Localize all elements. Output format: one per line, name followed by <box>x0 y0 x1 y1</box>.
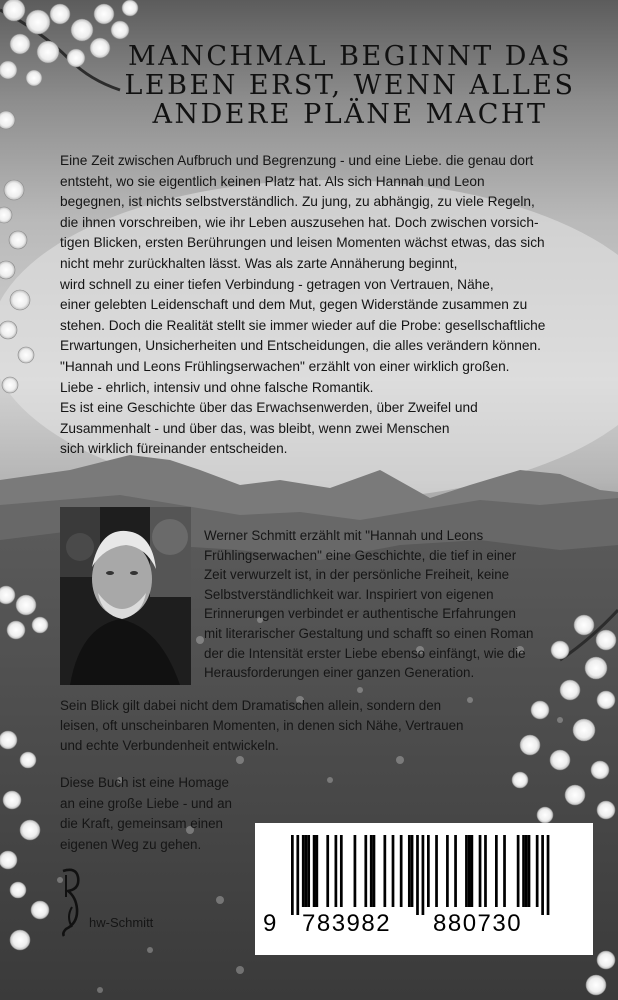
author-bio-line: Herausforderungen einer ganzen Generation. <box>204 665 475 681</box>
barcode-bar <box>392 835 395 907</box>
barcode-bar <box>495 835 498 907</box>
blurb-line: Zusammenhalt - und über das, was bleibt, wenn zwei Menschen <box>60 420 450 436</box>
publisher-name: hw-Schmitt <box>89 915 154 930</box>
blurb-line: nicht mehr zurückhalten lässt. Was als zarte Annäherung beginnt, <box>60 255 458 271</box>
barcode-bar <box>471 835 474 907</box>
barcode-bar <box>370 835 373 907</box>
barcode-bar <box>484 835 487 907</box>
barcode-bar <box>528 835 531 907</box>
author-focus-text <box>60 696 463 756</box>
barcode-bar <box>541 835 544 915</box>
barcode-bar <box>326 835 329 907</box>
barcode-bar <box>525 835 528 907</box>
blurb-line: einer gelebten Leidenschaft und dem Mut, gegen Widerstände zusammen zu <box>60 297 528 313</box>
dedication-line: die Kraft, gemeinsam einen <box>60 816 224 831</box>
isbn-barcode <box>255 823 593 955</box>
barcode-bar <box>315 835 318 907</box>
barcode-bar <box>416 835 419 915</box>
barcode-bar <box>296 835 299 915</box>
barcode-bar <box>291 835 294 915</box>
barcode-bar <box>383 835 386 907</box>
barcode-bar <box>411 835 414 907</box>
barcode-bar <box>465 835 468 907</box>
author-focus-line: leisen, oft unscheinbaren Momenten, in denen sich Nähe, Vertrauen <box>60 718 464 733</box>
author-focus-line: Sein Blick gilt dabei nicht dem Dramatischen allein, sondern den <box>60 698 442 713</box>
blurb-line: begegnen, ist nichts selbstverständlich. Zu jung, zu abhängig, zu viele Regeln, <box>60 194 535 210</box>
barcode-bar <box>522 835 525 907</box>
publisher-logo-icon <box>60 867 82 937</box>
author-photo <box>60 507 191 685</box>
blurb-line: Erwartungen, Unsicherheiten und Entscheidungen, die alles verändern können. <box>60 338 541 354</box>
barcode-digits-group-2: 880730 <box>433 910 523 937</box>
barcode-bar <box>454 835 457 907</box>
dedication-line: an eine große Liebe - und an <box>60 795 232 811</box>
author-bio-line: Zeit verwurzelt ist, in der persönliche Freiheit, keine <box>204 567 510 583</box>
dedication-line: eigenen Weg zu gehen. <box>60 836 202 852</box>
author-bio <box>204 526 533 683</box>
blurb-line: "Hannah und Leons Frühlingserwachen" erzählt von einer wirklich großen. <box>60 358 510 374</box>
barcode-bar <box>422 835 425 915</box>
author-bio-line: Selbstverständlichkeit war. Inspiriert von eigenen <box>204 586 494 602</box>
blurb-line: wird schnell zu einer tiefen Verbindung - getragen von Vertrauen, Nähe, <box>60 276 494 292</box>
barcode-bar <box>427 835 430 907</box>
author-bio-line: der die Intensität erster Liebe ebenso einfängt, wie die <box>204 645 526 661</box>
barcode-bar <box>302 835 305 907</box>
dedication-text <box>60 773 232 855</box>
barcode-bar <box>373 835 376 907</box>
barcode-bar <box>517 835 520 907</box>
headline-line-1: MANCHMAL BEGINNT DAS <box>128 41 572 72</box>
barcode-bar <box>354 835 357 907</box>
barcode-bar <box>340 835 343 907</box>
blurb-line: stehen. Doch die Realität stellt sie immer wieder auf die Probe: gesellschaftliche <box>60 317 546 333</box>
barcode-bar <box>446 835 449 907</box>
author-focus-line: und echte Verbundenheit entwickeln. <box>60 738 279 753</box>
headline-line-3: ANDERE PLÄNE MACHT <box>152 99 548 130</box>
barcode-bar <box>435 835 438 907</box>
author-bio-line: Frühlingserwachen" eine Geschichte, die tief in einer <box>204 547 517 563</box>
headline-line-2: LEBEN ERST, WENN ALLES <box>124 70 576 101</box>
barcode-bar <box>468 835 471 907</box>
barcode-digit-prefix: 9 <box>263 910 278 937</box>
barcode-bar <box>408 835 411 907</box>
barcode-bar <box>305 835 308 907</box>
blurb-text <box>60 151 580 460</box>
blurb-line: Eine Zeit zwischen Aufbruch und Begrenzung - und eine Liebe. die genau dort <box>60 153 534 168</box>
barcode-bar <box>479 835 482 907</box>
author-bio-line: Erinnerungen verbindet er authentische Erfahrungen <box>204 606 516 622</box>
barcode-bar <box>547 835 550 915</box>
author-bio-line: mit literarischer Gestaltung und schafft so einen Roman <box>204 625 534 641</box>
barcode-bar <box>503 835 506 907</box>
barcode-bar <box>536 835 539 907</box>
author-bio-line: Werner Schmitt erzählt mit "Hannah und Leons <box>204 528 484 543</box>
blurb-line: entsteht, wo sie eigentlich keinen Platz hat. Als sich Hannah und Leon <box>60 173 485 189</box>
barcode-bar <box>400 835 403 907</box>
blurb-line: die ihnen vorschreiben, wie ihr Leben auszusehen hat. Doch zwischen vorsich- <box>60 214 539 230</box>
dedication-line: Diese Buch ist eine Homage <box>60 775 229 790</box>
blurb-line: tigen Blicken, ersten Berührungen und leisen Momenten wächst etwas, das sich <box>60 235 545 251</box>
blurb-line: Liebe - ehrlich, intensiv und ohne falsche Romantik. <box>60 379 374 395</box>
blurb-line: Es ist eine Geschichte über das Erwachsenwerden, über Zweifel und <box>60 400 478 416</box>
barcode-bar <box>335 835 338 907</box>
barcode-bar <box>364 835 367 907</box>
barcode-bar <box>307 835 310 907</box>
blurb-line: sich wirklich füreinander entscheiden. <box>60 441 288 457</box>
barcode-digits-group-1: 783982 <box>302 910 392 937</box>
barcode-bar <box>313 835 316 907</box>
